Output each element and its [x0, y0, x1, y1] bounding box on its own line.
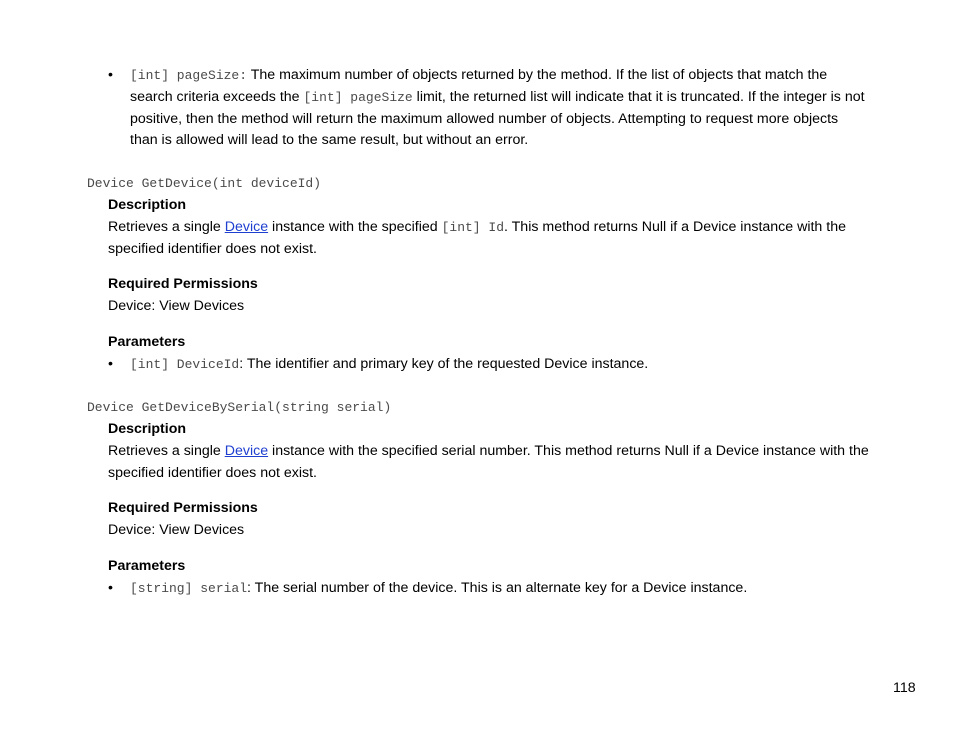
method-block-getdevice — [108, 195, 870, 376]
desc-text: Retrieves a single — [108, 442, 225, 459]
method-signature: Device GetDeviceBySerial(string serial) — [87, 400, 392, 415]
param-text: : The serial number of the device. This is an alternate key for a Device instance. — [247, 579, 748, 596]
permissions-heading: Required Permissions — [108, 500, 258, 517]
list-item — [108, 578, 870, 600]
desc-text: Retrieves a single — [108, 218, 225, 235]
parameters-heading: Parameters — [108, 557, 186, 574]
method-block-getdevicebyserial — [108, 419, 870, 600]
permissions-text: Device: View Devices — [108, 298, 245, 315]
description-text — [108, 217, 870, 261]
param-code: [string] serial — [130, 580, 248, 596]
permissions-heading: Required Permissions — [108, 276, 258, 293]
param-text: The maximum number of objects returned by the method. If the list of objects that match the search criteria exceeds the — [130, 67, 828, 105]
device-link[interactable]: Device — [224, 218, 269, 235]
param-text: : The identifier and primary key of the requested Device instance. — [239, 355, 649, 372]
param-code: [int] pageSize: — [130, 68, 248, 83]
param-text: limit, the returned list will indicate that it is truncated. If the integer is not positive, then the method will return the maximum allowed number of objects. Attempting to request more objects than is allowed will lead to the same result, but without an error. — [130, 88, 865, 149]
method-signature: Device GetDevice(int deviceId) — [87, 176, 322, 191]
parameters-heading: Parameters — [108, 333, 186, 350]
description-heading: Description — [108, 421, 187, 437]
desc-code: [int] Id — [441, 219, 505, 235]
param-code: [int] DeviceId — [130, 356, 240, 372]
bullet-icon: • — [108, 355, 113, 372]
description-heading: Description — [108, 197, 187, 213]
device-link[interactable]: Device — [224, 442, 269, 459]
page-number: 118 — [893, 680, 916, 696]
desc-text: instance with the specified — [268, 218, 442, 235]
bullet-icon: • — [108, 579, 113, 596]
permissions-text: Device: View Devices — [108, 522, 245, 539]
param-code-inline: [int] pageSize — [303, 89, 413, 105]
list-item — [108, 65, 868, 152]
pagesize-bullet — [108, 65, 868, 152]
list-item — [108, 354, 870, 376]
description-text — [108, 441, 870, 485]
desc-text: . This method returns Null if a Device instance with the specified identifier does not exist. — [108, 218, 846, 257]
bullet-icon: • — [108, 67, 113, 83]
desc-text: instance with the specified serial number. This method returns Null if a Device instance with the specified identifier does not exist. — [108, 442, 869, 481]
